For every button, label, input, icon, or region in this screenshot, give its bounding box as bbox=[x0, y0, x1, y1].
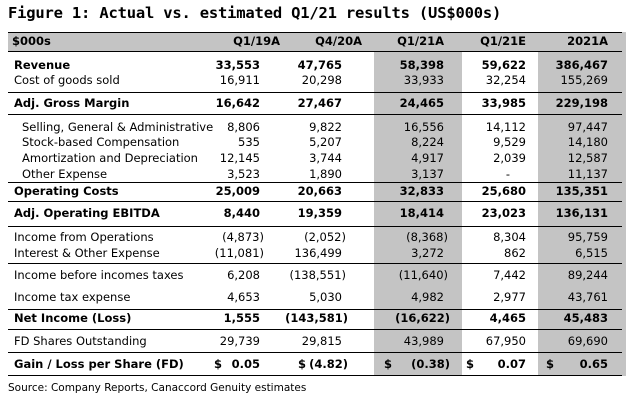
row-label: Interest & Other Expense bbox=[14, 246, 160, 260]
row-divider bbox=[8, 263, 622, 264]
cell: 135,351 bbox=[555, 184, 608, 198]
cell: 18,414 bbox=[399, 206, 444, 220]
cell: 862 bbox=[504, 246, 526, 260]
cell: 29,815 bbox=[301, 334, 342, 348]
header-col: Q1/21E bbox=[480, 34, 526, 48]
cell: 386,467 bbox=[555, 58, 608, 72]
cell: (11,640) bbox=[398, 268, 448, 282]
cell: 6,208 bbox=[227, 268, 260, 282]
cell: 47,765 bbox=[297, 58, 342, 72]
cell: 155,269 bbox=[560, 73, 608, 87]
cell: 16,911 bbox=[219, 73, 260, 87]
cell: 25,680 bbox=[481, 184, 526, 198]
cell: 67,950 bbox=[485, 334, 526, 348]
cell: 3,523 bbox=[227, 167, 260, 181]
cell: 8,304 bbox=[493, 230, 526, 244]
cell: 8,224 bbox=[411, 135, 444, 149]
cell: 95,759 bbox=[567, 230, 608, 244]
cell: 23,023 bbox=[481, 206, 526, 220]
cell: 4,465 bbox=[489, 311, 526, 325]
cell: 97,447 bbox=[567, 120, 608, 134]
row-label: Adj. Gross Margin bbox=[14, 96, 130, 110]
row-divider bbox=[8, 182, 622, 183]
cell: 0.07 bbox=[497, 357, 526, 371]
currency-symbol: $ bbox=[384, 357, 393, 371]
cell: (0.38) bbox=[411, 357, 450, 371]
cell: - bbox=[505, 167, 510, 181]
row-divider bbox=[8, 226, 622, 227]
row-label: Selling, General & Administrative bbox=[22, 120, 214, 134]
row-divider bbox=[8, 309, 622, 310]
cell: 14,112 bbox=[485, 120, 526, 134]
cell: 12,145 bbox=[219, 151, 260, 165]
cell: 33,933 bbox=[403, 73, 444, 87]
cell: 8,440 bbox=[223, 206, 260, 220]
cell: 16,556 bbox=[403, 120, 444, 134]
header-col: Q4/20A bbox=[315, 34, 362, 48]
cell: 2,039 bbox=[493, 151, 526, 165]
row-label: Cost of goods sold bbox=[14, 73, 120, 87]
header-col: Q1/19A bbox=[233, 34, 280, 48]
row-label: Income before incomes taxes bbox=[14, 268, 184, 282]
cell: 14,180 bbox=[567, 135, 608, 149]
currency-symbol: $ bbox=[298, 357, 307, 371]
cell: (8,368) bbox=[406, 230, 448, 244]
cell: 4,653 bbox=[227, 290, 260, 304]
cell: 2,977 bbox=[493, 290, 526, 304]
source-note: Source: Company Reports, Canaccord Genuity estimates bbox=[8, 382, 307, 394]
row-label: Net Income (Loss) bbox=[14, 311, 132, 325]
cell: 43,761 bbox=[567, 290, 608, 304]
cell: 0.65 bbox=[579, 357, 608, 371]
cell: 12,587 bbox=[567, 151, 608, 165]
cell: 5,030 bbox=[309, 290, 342, 304]
row-label: Revenue bbox=[14, 58, 71, 72]
row-divider bbox=[8, 201, 622, 202]
cell: 3,272 bbox=[411, 246, 444, 260]
cell: 4,917 bbox=[411, 151, 444, 165]
cell: (4.82) bbox=[309, 357, 348, 371]
cell: 25,009 bbox=[215, 184, 260, 198]
cell: 1,890 bbox=[309, 167, 342, 181]
cell: 16,642 bbox=[215, 96, 260, 110]
figure-title: Figure 1: Actual vs. estimated Q1/21 results (US$000s) bbox=[8, 4, 502, 22]
currency-symbol: $ bbox=[546, 357, 555, 371]
cell: 33,985 bbox=[481, 96, 526, 110]
cell: 29,739 bbox=[219, 334, 260, 348]
cell: 27,467 bbox=[297, 96, 342, 110]
cell: 33,553 bbox=[215, 58, 260, 72]
cell: 89,244 bbox=[567, 268, 608, 282]
cell: 9,529 bbox=[493, 135, 526, 149]
currency-symbol: $ bbox=[466, 357, 475, 371]
cell: 0.05 bbox=[231, 357, 260, 371]
cell: 229,198 bbox=[555, 96, 608, 110]
header-col: 2021A bbox=[567, 34, 608, 48]
cell: 43,989 bbox=[403, 334, 444, 348]
cell: 535 bbox=[238, 135, 260, 149]
cell: (143,581) bbox=[285, 311, 348, 325]
currency-symbol: $ bbox=[214, 357, 223, 371]
row-label: Amortization and Depreciation bbox=[22, 151, 198, 165]
cell: 20,663 bbox=[297, 184, 342, 198]
cell: 20,298 bbox=[301, 73, 342, 87]
row-label: Gain / Loss per Share (FD) bbox=[14, 357, 184, 371]
cell: 32,254 bbox=[485, 73, 526, 87]
cell: 58,398 bbox=[399, 58, 444, 72]
cell: 136,499 bbox=[294, 246, 342, 260]
cell: 8,806 bbox=[227, 120, 260, 134]
cell: (11,081) bbox=[214, 246, 264, 260]
cell: 5,207 bbox=[309, 135, 342, 149]
row-divider bbox=[8, 114, 622, 115]
cell: 3,137 bbox=[411, 167, 444, 181]
row-label: Stock-based Compensation bbox=[22, 135, 180, 149]
cell: (4,873) bbox=[222, 230, 264, 244]
cell: 24,465 bbox=[399, 96, 444, 110]
cell: 7,442 bbox=[493, 268, 526, 282]
cell: 9,822 bbox=[309, 120, 342, 134]
results-table bbox=[8, 32, 622, 376]
row-label: Adj. Operating EBITDA bbox=[14, 206, 160, 220]
cell: 19,359 bbox=[297, 206, 342, 220]
table-bottom-border bbox=[8, 375, 622, 376]
cell: 59,622 bbox=[481, 58, 526, 72]
cell: 45,483 bbox=[563, 311, 608, 325]
cell: 32,833 bbox=[399, 184, 444, 198]
row-divider bbox=[8, 329, 622, 330]
cell: (138,551) bbox=[289, 268, 346, 282]
row-label: Other Expense bbox=[22, 167, 108, 181]
row-label: Income tax expense bbox=[14, 290, 131, 304]
cell: 3,744 bbox=[309, 151, 342, 165]
header-col: Q1/21A bbox=[397, 34, 444, 48]
header-label: $000s bbox=[12, 34, 51, 48]
cell: 69,690 bbox=[567, 334, 608, 348]
row-label: Operating Costs bbox=[14, 184, 119, 198]
cell: 6,515 bbox=[575, 246, 608, 260]
cell: 136,131 bbox=[555, 206, 608, 220]
cell: (2,052) bbox=[304, 230, 346, 244]
cell: (16,622) bbox=[395, 311, 450, 325]
row-label: FD Shares Outstanding bbox=[14, 334, 147, 348]
cell: 4,982 bbox=[411, 290, 444, 304]
cell: 1,555 bbox=[223, 311, 260, 325]
row-label: Income from Operations bbox=[14, 230, 154, 244]
row-divider bbox=[8, 92, 622, 93]
cell: 11,137 bbox=[567, 167, 608, 181]
row-divider bbox=[8, 352, 622, 353]
